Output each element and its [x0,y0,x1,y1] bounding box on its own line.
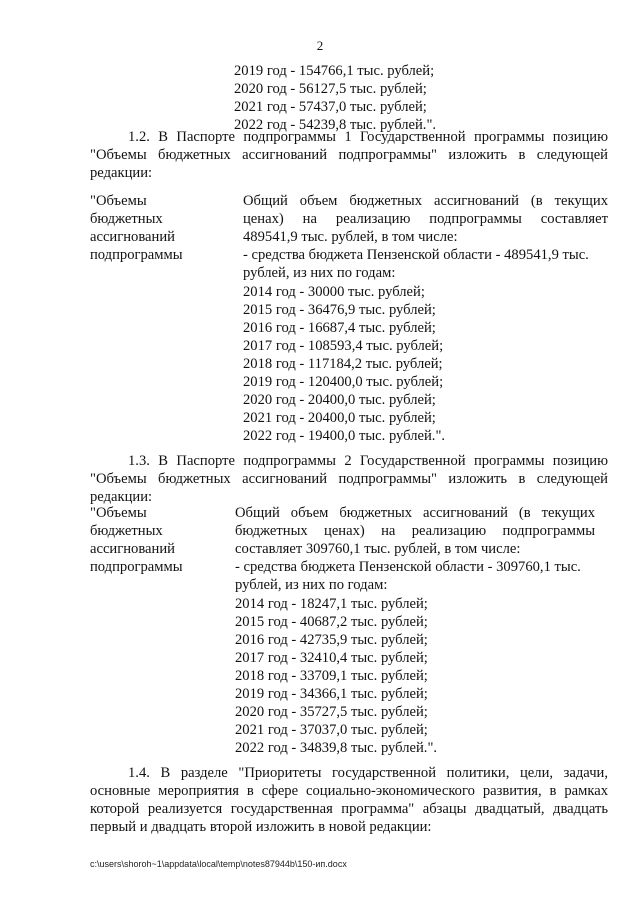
paragraph-line: которой реализуется государственная программа" абзацы двадцатый, двадцать [90,801,608,818]
description-line: 489541,9 тыс. рублей, в том числе: [243,229,458,246]
year-line: 2018 год - 33709,1 тыс. рублей; [235,667,428,684]
position-description [235,504,595,594]
paragraph-line: редакции: [90,489,153,506]
paragraph-line: 1.2. В Паспорте подпрограммы 1 Государственной программы позицию [128,129,608,145]
year-line: 2020 год - 20400,0 тыс. рублей; [243,392,436,409]
label-line: "Объемы [90,193,147,209]
year-line: 2017 год - 32410,4 тыс. рублей; [235,649,428,666]
label-line: "Объемы [90,505,147,521]
paragraph-line: "Объемы бюджетных ассигнований подпрограммы" изложить в следующей [90,471,608,488]
passport-position-1 [90,192,608,444]
description-line: составляет 309760,1 тыс. рублей, в том числе: [235,541,521,558]
year-line: 2020 год - 35727,5 тыс. рублей; [235,704,428,721]
file-path-footer: c:\users\shoroh~1\appdata\local\temp\notes87944b\150-ип.docx [90,859,347,869]
description-line: Общий объем бюджетных ассигнований (в текущих [235,505,595,521]
paragraph-line: основные мероприятия в сфере социально-экономического развития, в рамках [90,783,608,800]
description-line: ценах) на реализацию подпрограммы составляет [243,211,608,228]
paragraph-line: "Объемы бюджетных ассигнований подпрограммы" изложить в следующей [90,147,608,164]
description-line: Общий объем бюджетных ассигнований (в текущих [243,193,608,209]
year-line: 2021 год - 37037,0 тыс. рублей; [235,722,428,739]
description-line: - средства бюджета Пензенской области - 489541,9 тыс. [243,247,589,264]
description-line: рублей, из них по годам: [243,265,396,282]
page-number: 2 [316,38,324,53]
paragraph-line: 1.3. В Паспорте подпрограммы 2 Государственной программы позицию [128,453,608,469]
paragraph-line: 1.4. В разделе "Приоритеты государственной политики, цели, задачи, [128,765,608,781]
year-line: 2016 год - 42735,9 тыс. рублей; [235,631,428,648]
section-1-2-intro [90,128,608,182]
year-line: 2019 год - 34366,1 тыс. рублей; [235,685,428,702]
year-line: 2022 год - 34839,8 тыс. рублей.". [235,740,438,757]
position-description [243,192,608,282]
position-label [90,504,230,576]
label-line: ассигнований [90,541,175,558]
paragraph-line: редакции: [90,165,153,182]
description-line: бюджетных ценах) на реализацию подпрограммы [235,523,595,540]
year-line: 2021 год - 20400,0 тыс. рублей; [243,410,436,427]
year-line: 2017 год - 108593,4 тыс. рублей; [243,337,444,354]
yearly-amounts [235,595,437,758]
paragraph-line: первый и двадцать второй изложить в новой редакции: [90,819,432,836]
passport-position-2 [90,504,608,756]
year-line: 2015 год - 36476,9 тыс. рублей; [243,301,436,318]
position-label [90,192,230,264]
year-line: 2022 год - 54239,8 тыс. рублей.". [234,117,437,134]
section-1-4 [90,764,608,836]
label-line: подпрограммы [90,559,183,576]
year-line: 2019 год - 154766,1 тыс. рублей; [234,63,435,79]
label-line: бюджетных [90,211,163,228]
year-line: 2015 год - 40687,2 тыс. рублей; [235,613,428,630]
year-line: 2022 год - 19400,0 тыс. рублей.". [243,428,446,445]
year-line: 2014 год - 18247,1 тыс. рублей; [235,595,428,612]
year-line: 2014 год - 30000 тыс. рублей; [243,283,425,300]
label-line: подпрограммы [90,247,183,264]
description-line: - средства бюджета Пензенской области - 309760,1 тыс. [235,559,581,576]
yearly-amounts [243,283,445,446]
year-line: 2021 год - 57437,0 тыс. рублей; [234,99,427,116]
top-year-lines [234,62,436,134]
label-line: бюджетных [90,523,163,540]
year-line: 2019 год - 120400,0 тыс. рублей; [243,373,444,390]
section-1-3-intro [90,452,608,506]
description-line: рублей, из них по годам: [235,577,388,594]
year-line: 2020 год - 56127,5 тыс. рублей; [234,81,427,98]
year-line: 2018 год - 117184,2 тыс. рублей; [243,355,443,372]
year-line: 2016 год - 16687,4 тыс. рублей; [243,319,436,336]
label-line: ассигнований [90,229,175,246]
